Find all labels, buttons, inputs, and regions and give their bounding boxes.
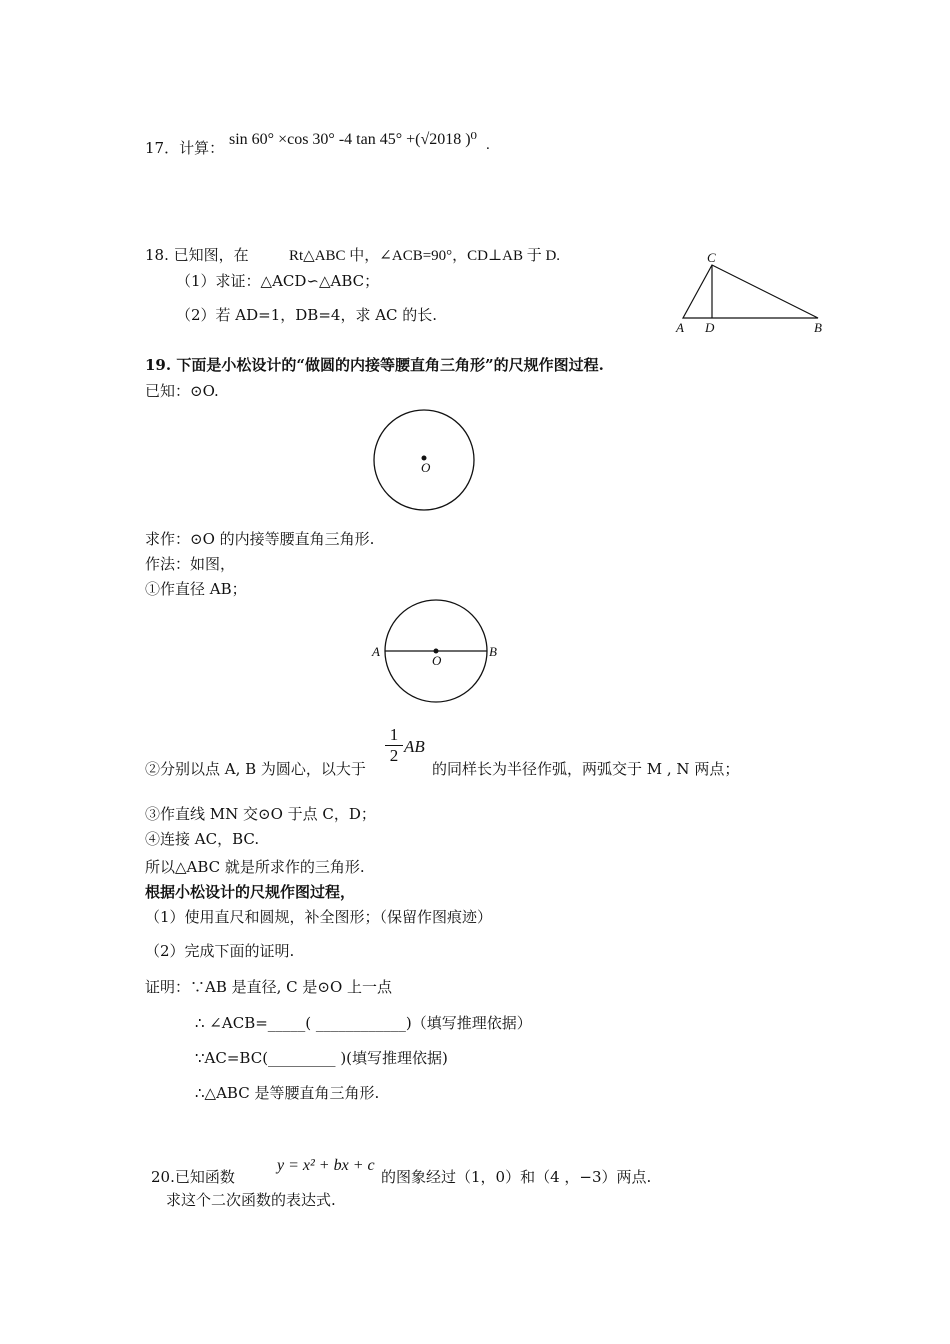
q19-method: 作法：如图， — [145, 555, 236, 573]
q19-step4: ④连接 AC，BC. — [145, 830, 260, 848]
q18-label: 18. 已知图，在 — [145, 246, 249, 264]
q20-ask: 求这个二次函数的表达式. — [166, 1191, 336, 1209]
label-a-2: A — [372, 644, 380, 659]
q19-goal: 求作：⊙O 的内接等腰直角三角形. — [145, 530, 375, 548]
fraction-variable: AB — [404, 737, 425, 756]
q19-step2-pre: ②分别以点 A, B 为圆心，以大于 — [145, 760, 366, 778]
q17-formula: sin 60° ×cos 30° -4 tan 45° +(√2018 )⁰ — [229, 131, 477, 148]
fraction-denominator: 2 — [385, 745, 403, 766]
q19-proof2: ∴ ∠ACB=_____( ____________)（填写推理依据） — [195, 1014, 532, 1032]
q19-task1: （1）使用直尺和圆规，补全图形；（保留作图痕迹） — [145, 908, 493, 926]
label-o-2: O — [432, 653, 442, 668]
label-c: C — [707, 250, 716, 265]
label-d: D — [705, 320, 715, 335]
q19-proof4: ∴△ABC 是等腰直角三角形. — [195, 1084, 380, 1102]
triangle-abc — [683, 265, 818, 318]
center-label: O — [421, 460, 431, 475]
q19-step1: ①作直径 AB； — [145, 580, 247, 598]
q18-stem: Rt△ABC 中，∠ACB=90°，CD⊥AB 于 D. — [289, 248, 561, 264]
fraction-numerator: 1 — [389, 725, 399, 744]
q19-task2: （2）完成下面的证明. — [145, 942, 295, 960]
q19-title — [145, 354, 604, 375]
q18-part2: （2）若 AD=1，DB=4，求 AC 的长. — [176, 306, 438, 324]
label-a: A — [676, 320, 684, 335]
q20-formula: y = x² + bx + c — [277, 1157, 375, 1174]
q19-proof1: 证明：∵AB 是直径, C 是⊙O 上一点 — [145, 978, 393, 996]
q20-label: 20.已知函数 — [151, 1168, 235, 1186]
q20-text: 的图象经过（1，0）和（4 ，−3）两点. — [381, 1168, 652, 1186]
q19-proof3: ∵AC=BC(_________ )(填写推理依据) — [195, 1049, 448, 1067]
q19-number: 19. — [145, 356, 177, 374]
q19-given: 已知：⊙O. — [145, 382, 219, 400]
q18-triangle-figure — [670, 248, 840, 338]
q19-step2-post: 的同样长为半径作弧，两弧交于 M , N 两点； — [432, 760, 740, 778]
q19-step3: ③作直线 MN 交⊙O 于点 C，D； — [145, 805, 376, 823]
diameter-figure — [368, 596, 503, 706]
q19-task-title: 根据小松设计的尺规作图过程， — [145, 883, 356, 901]
q17-tail: . — [486, 137, 490, 153]
q19-title-text: 下面是小松设计的“做圆的内接等腰直角三角形”的尺规作图过程. — [176, 356, 604, 374]
circle-o-figure — [370, 408, 480, 514]
label-b: B — [814, 320, 822, 335]
q18-part1: （1）求证：△ACD∽△ABC； — [176, 272, 380, 290]
q19-conclusion: 所以△ABC 就是所求作的三角形. — [145, 858, 365, 876]
half-fraction — [385, 725, 403, 766]
q17-label: 17．计算： — [145, 139, 225, 157]
label-b-2: B — [489, 644, 497, 659]
